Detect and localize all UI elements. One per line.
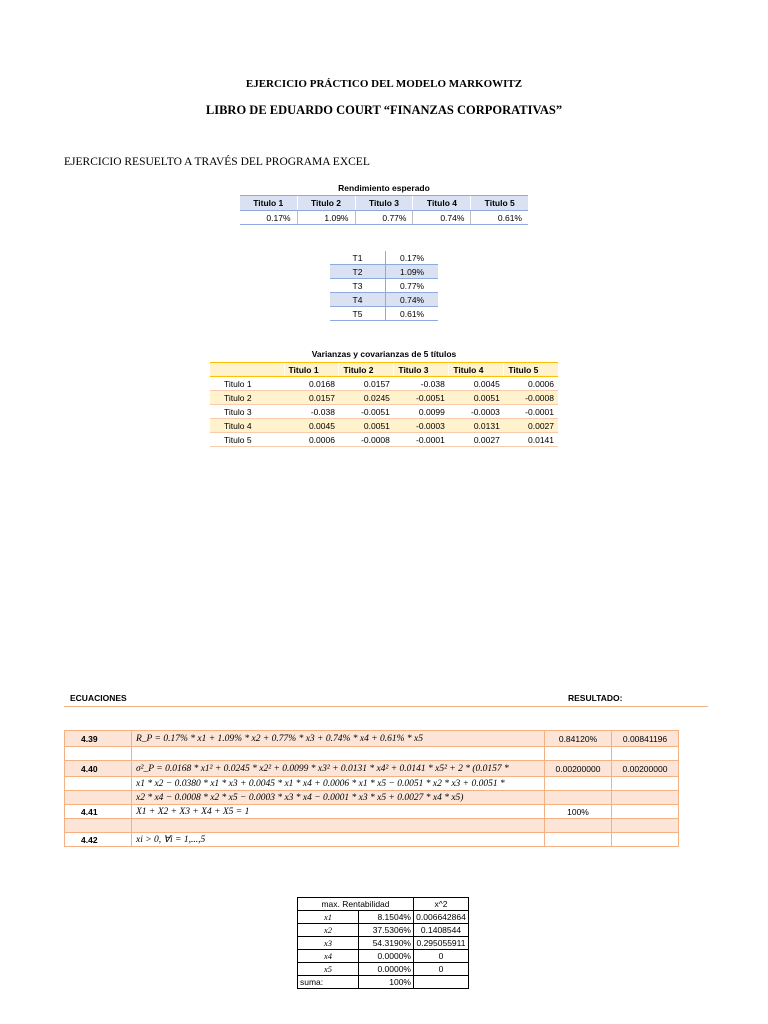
cov-cell: -0.0008 (504, 391, 558, 405)
table-row (65, 833, 679, 847)
table-row (65, 761, 679, 777)
equation-result (545, 791, 612, 805)
weight-value: 37.5306% (359, 924, 414, 937)
equation-formula (132, 819, 545, 833)
table-row (65, 791, 679, 805)
cov-cell: 0.0099 (394, 405, 449, 419)
table-row (65, 731, 679, 747)
resultado-label: RESULTADO: (568, 693, 623, 703)
t-value: 0.74% (386, 293, 439, 307)
rendimiento-value: 0.61% (471, 211, 528, 225)
empty-cell (65, 747, 132, 761)
equation-result (612, 791, 679, 805)
weight-value: 0.0000% (359, 950, 414, 963)
cov-cell: 0.0157 (284, 391, 339, 405)
cov-cell: 0.0157 (339, 377, 394, 391)
varianzas-header: Titulo 1 (284, 363, 339, 377)
t-value: 0.77% (386, 279, 439, 293)
cov-cell: -0.0051 (339, 405, 394, 419)
equation-result (545, 833, 612, 847)
table-row (210, 433, 558, 447)
squared-value: 0.006642864 (414, 911, 469, 924)
row-header: Titulo 3 (210, 405, 284, 419)
cov-cell: 0.0027 (449, 433, 504, 447)
cov-cell: 0.0045 (284, 419, 339, 433)
equation-result: 0.00841196 (612, 731, 679, 747)
table-row (65, 747, 679, 761)
table-row (65, 805, 679, 819)
cov-cell: -0.0003 (394, 419, 449, 433)
weight-value: 8.1504% (359, 911, 414, 924)
varianzas-header: Titulo 3 (394, 363, 449, 377)
table-row (330, 251, 438, 265)
rendimiento-header: Titulo 3 (355, 196, 413, 211)
equation-number (65, 791, 132, 805)
equation-result (545, 777, 612, 791)
equation-formula: x2 * x4 − 0.0008 * x2 * x5 − 0.0003 * x3 * x4 − 0.0001 * x3 * x5 + 0.0027 * x4 * x5) (132, 791, 545, 805)
varianzas-table (210, 362, 558, 447)
squared-value: 0 (414, 963, 469, 976)
cov-cell: 0.0006 (504, 377, 558, 391)
weight-value: 54.3190% (359, 937, 414, 950)
rendimiento-header: Titulo 5 (471, 196, 528, 211)
table-row (210, 419, 558, 433)
book-title: LIBRO DE EDUARDO COURT “FINANZAS CORPORATIVAS” (205, 103, 563, 117)
cov-cell: -0.0008 (339, 433, 394, 447)
varianzas-header: Titulo 2 (339, 363, 394, 377)
max-rent-header: max. Rentabilidad (298, 898, 414, 911)
max-rentabilidad-table (297, 897, 469, 989)
x2-header: x^2 (414, 898, 469, 911)
weight-value: 0.0000% (359, 963, 414, 976)
equation-result: 0.00200000 (612, 761, 679, 777)
cov-cell: 0.0045 (449, 377, 504, 391)
row-header: Titulo 4 (210, 419, 284, 433)
rendimiento-value: 1.09% (297, 211, 355, 225)
sum-label: suma: (298, 976, 359, 989)
cov-cell: -0.038 (284, 405, 339, 419)
t-label: T1 (330, 251, 386, 265)
squared-value: 0 (414, 950, 469, 963)
equation-formula: σ²_P = 0.0168 * x1² + 0.0245 * x2² + 0.0099 * x3² + 0.0131 * x4² + 0.0141 * x5² + 2 * (0.0157 * (132, 761, 545, 777)
cov-cell: -0.038 (394, 377, 449, 391)
variable-label: x4 (298, 950, 359, 963)
equation-number: 4.40 (65, 761, 132, 777)
variable-label: x5 (298, 963, 359, 976)
squared-value: 0.295055911 (414, 937, 469, 950)
cov-cell: 0.0168 (284, 377, 339, 391)
cov-cell: 0.0131 (449, 419, 504, 433)
squared-value: 0.1408544 (414, 924, 469, 937)
ecuaciones-table (64, 730, 679, 847)
equation-result (612, 805, 679, 819)
cov-cell: -0.0051 (394, 391, 449, 405)
t-label: T2 (330, 265, 386, 279)
cov-cell: 0.0051 (339, 419, 394, 433)
rendimiento-value: 0.77% (355, 211, 413, 225)
rendimiento-value: 0.17% (240, 211, 297, 225)
rendimiento-header: Titulo 2 (297, 196, 355, 211)
equation-result (612, 833, 679, 847)
equation-number (65, 819, 132, 833)
divider (64, 706, 708, 707)
varianzas-caption: Varianzas y covarianzas de 5 títulos (311, 349, 457, 359)
table-row (298, 950, 469, 963)
table-row (65, 819, 679, 833)
table-row (298, 924, 469, 937)
equation-result (612, 819, 679, 833)
cov-cell: 0.0245 (339, 391, 394, 405)
table-row (298, 937, 469, 950)
equation-number: 4.41 (65, 805, 132, 819)
document-title: EJERCICIO PRÁCTICO DEL MODELO MARKOWITZ (245, 78, 523, 90)
rendimiento-table (240, 195, 528, 225)
empty-cell (612, 747, 679, 761)
equation-formula: X1 + X2 + X3 + X4 + X5 = 1 (132, 805, 545, 819)
cov-cell: 0.0006 (284, 433, 339, 447)
table-row (210, 377, 558, 391)
exercise-subtitle: EJERCICIO RESUELTO A TRAVÉS DEL PROGRAMA EXCEL (64, 156, 370, 168)
table-row (210, 391, 558, 405)
equation-number: 4.42 (65, 833, 132, 847)
rendimiento-header: Titulo 1 (240, 196, 297, 211)
varianzas-header: Titulo 5 (504, 363, 558, 377)
ecuaciones-label: ECUACIONES (70, 693, 127, 703)
cov-cell: 0.0051 (449, 391, 504, 405)
t-label: T5 (330, 307, 386, 321)
table-row (330, 279, 438, 293)
cov-cell: 0.0141 (504, 433, 558, 447)
cov-cell: -0.0001 (394, 433, 449, 447)
varianzas-header: Titulo 4 (449, 363, 504, 377)
t-label: T3 (330, 279, 386, 293)
row-header: Titulo 2 (210, 391, 284, 405)
equation-formula: x1 * x2 − 0.0380 * x1 * x3 + 0.0045 * x1 * x4 + 0.0006 * x1 * x5 − 0.0051 * x2 * x3 + 0.0051 * (132, 777, 545, 791)
rendimiento-value: 0.74% (413, 211, 471, 225)
table-row (298, 911, 469, 924)
row-header: Titulo 1 (210, 377, 284, 391)
t-table (330, 251, 438, 321)
equation-result: 0.84120% (545, 731, 612, 747)
cov-cell: 0.0027 (504, 419, 558, 433)
t-label: T4 (330, 293, 386, 307)
table-row (330, 265, 438, 279)
table-row (298, 963, 469, 976)
equation-result: 0.00200000 (545, 761, 612, 777)
cov-cell: -0.0003 (449, 405, 504, 419)
table-row (65, 777, 679, 791)
empty-cell (132, 747, 545, 761)
table-row (210, 405, 558, 419)
equation-formula: R_P = 0.17% * x1 + 1.09% * x2 + 0.77% * x3 + 0.74% * x4 + 0.61% * x5 (132, 731, 545, 747)
row-header: Titulo 5 (210, 433, 284, 447)
equation-formula: xi > 0, ∀i = 1,...,5 (132, 833, 545, 847)
equation-result (545, 819, 612, 833)
t-value: 0.61% (386, 307, 439, 321)
equation-number (65, 777, 132, 791)
corner-cell (210, 363, 284, 377)
variable-label: x1 (298, 911, 359, 924)
sum-value: 100% (359, 976, 414, 989)
equation-result: 100% (545, 805, 612, 819)
table-row (330, 307, 438, 321)
table-row (330, 293, 438, 307)
t-value: 0.17% (386, 251, 439, 265)
empty-cell (414, 976, 469, 989)
variable-label: x3 (298, 937, 359, 950)
table-row (298, 976, 469, 989)
rendimiento-header: Titulo 4 (413, 196, 471, 211)
cov-cell: -0.0001 (504, 405, 558, 419)
equation-result (612, 777, 679, 791)
rendimiento-caption: Rendimiento esperado (338, 183, 430, 193)
equation-number: 4.39 (65, 731, 132, 747)
empty-cell (545, 747, 612, 761)
t-value: 1.09% (386, 265, 439, 279)
variable-label: x2 (298, 924, 359, 937)
